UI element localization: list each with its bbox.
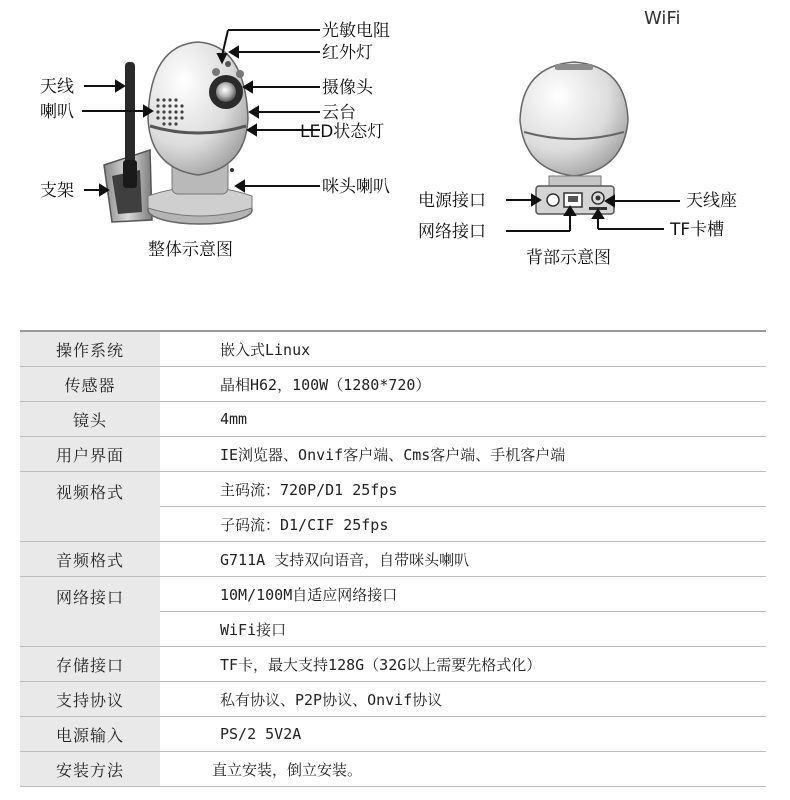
spec-value: 10M/100M自适应网络接口: [160, 577, 766, 612]
label-light-sensor: 光敏电阻: [322, 21, 390, 41]
label-ptz: 云台: [322, 103, 356, 123]
spec-table: [20, 330, 766, 787]
back-camera-illustration: [520, 62, 628, 214]
spec-value: 嵌入式Linux: [160, 331, 766, 367]
spec-value: 4mm: [160, 402, 766, 437]
spec-key: 电源输入: [20, 717, 160, 752]
spec-value: G711A 支持双向语音，自带咪头喇叭: [160, 542, 766, 577]
label-led: LED状态灯: [300, 122, 385, 142]
spec-key: 视频格式: [20, 472, 160, 542]
spec-value: 子码流：D1/CIF 25fps: [160, 507, 766, 542]
camera-diagram: [0, 0, 790, 300]
spec-row-os: [20, 331, 766, 367]
label-network-port: 网络接口: [418, 222, 486, 242]
spec-row-lens: [20, 402, 766, 437]
spec-row-sensor: [20, 367, 766, 402]
spec-key: 网络接口: [20, 577, 160, 647]
spec-value: 私有协议、P2P协议、Onvif协议: [160, 682, 766, 717]
spec-row-install: [20, 752, 766, 787]
front-caption: 整体示意图: [148, 240, 233, 260]
spec-row-storage: [20, 647, 766, 682]
label-power-port: 电源接口: [418, 191, 486, 211]
spec-value: 直立安装，倒立安装。: [160, 752, 766, 787]
label-stand: 支架: [40, 181, 74, 201]
back-caption: 背部示意图: [526, 248, 611, 268]
label-mic-speaker: 咪头喇叭: [322, 177, 390, 197]
label-camera: 摄像头: [322, 78, 373, 98]
wifi-label: WiFi: [644, 8, 681, 29]
spec-key: 存储接口: [20, 647, 160, 682]
spec-value: TF卡，最大支持128G（32G以上需要先格式化）: [160, 647, 766, 682]
spec-key: 传感器: [20, 367, 160, 402]
spec-key: 操作系统: [20, 331, 160, 367]
spec-value: 主码流：720P/D1 25fps: [160, 472, 766, 507]
label-speaker: 喇叭: [40, 102, 74, 122]
spec-value: WiFi接口: [160, 612, 766, 647]
label-ir-light: 红外灯: [322, 43, 373, 63]
spec-key: 支持协议: [20, 682, 160, 717]
spec-value: 晶相H62，100W（1280*720）: [160, 367, 766, 402]
spec-row-ui: [20, 437, 766, 472]
label-antenna-seat: 天线座: [686, 191, 737, 211]
label-antenna: 天线: [40, 77, 74, 97]
spec-value: IE浏览器、Onvif客户端、Cms客户端、手机客户端: [160, 437, 766, 472]
label-tf-slot: TF卡槽: [670, 220, 725, 240]
spec-value: PS/2 5V2A: [160, 717, 766, 752]
spec-key: 音频格式: [20, 542, 160, 577]
spec-row-protocol: [20, 682, 766, 717]
spec-key: 用户界面: [20, 437, 160, 472]
spec-row-video: [20, 472, 766, 507]
spec-row-power: [20, 717, 766, 752]
spec-row-network: [20, 577, 766, 612]
spec-key: 镜头: [20, 402, 160, 437]
spec-row-audio: [20, 542, 766, 577]
front-camera-illustration: [104, 42, 252, 224]
spec-key: 安装方法: [20, 752, 160, 787]
